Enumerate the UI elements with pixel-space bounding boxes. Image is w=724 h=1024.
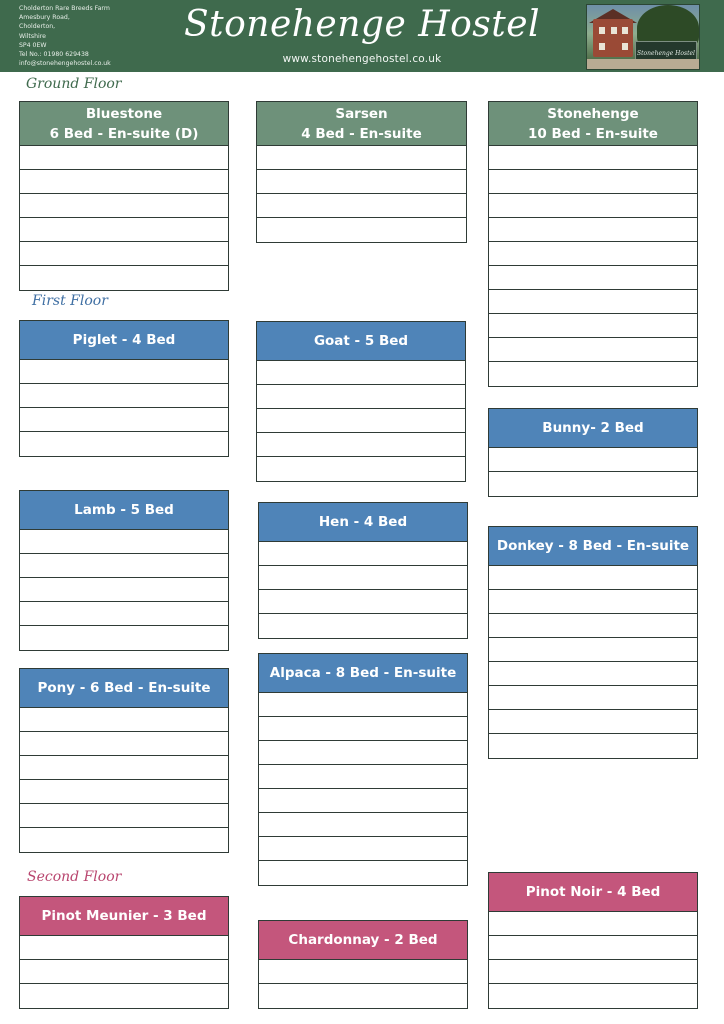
bed-row: [489, 566, 697, 590]
bed-row: [259, 542, 467, 566]
room-header: [489, 527, 697, 566]
bed-row: [20, 828, 228, 852]
room-lamb: [19, 490, 229, 651]
bed-row: [257, 361, 465, 385]
room-name: Bluestone: [85, 105, 163, 122]
bed-row: [20, 432, 228, 456]
room-name: Piglet - 4 Bed: [72, 332, 176, 348]
bed-row: [257, 146, 466, 170]
bed-row: [489, 266, 697, 290]
hostel-sign: Stonehenge Hostel: [635, 41, 697, 67]
room-name: Alpaca - 8 Bed - En-suite: [269, 665, 457, 681]
room-header: [489, 102, 697, 146]
bed-row: [259, 717, 467, 741]
address-line: Amesbury Road,: [19, 14, 70, 22]
bed-row: [489, 912, 697, 936]
page-title: Stonehenge Hostel: [183, 4, 541, 45]
bed-row: [257, 409, 465, 433]
room-name: Pony - 6 Bed - En-suite: [37, 680, 211, 696]
bed-row: [259, 984, 467, 1008]
bed-row: [489, 448, 697, 472]
bed-row: [20, 804, 228, 828]
room-header: [20, 491, 228, 530]
first-floor-label: First Floor: [32, 293, 108, 309]
bed-row: [489, 710, 697, 734]
room-name: Donkey - 8 Bed - En-suite: [496, 538, 690, 554]
room-goat: [256, 321, 466, 482]
bed-row: [259, 566, 467, 590]
address-line: SP4 0EW: [19, 41, 47, 49]
bed-row: [489, 590, 697, 614]
bed-row: [489, 314, 697, 338]
bed-row: [20, 194, 228, 218]
room-header: [259, 503, 467, 542]
bed-row: [20, 984, 228, 1008]
room-header: [259, 921, 467, 960]
bed-row: [259, 590, 467, 614]
address-line: Cholderton,: [19, 23, 56, 31]
ground-floor-label: Ground Floor: [26, 76, 122, 92]
room-header: [259, 654, 467, 693]
bed-row: [489, 638, 697, 662]
bed-row: [489, 218, 697, 242]
bed-row: [489, 662, 697, 686]
bed-row: [20, 146, 228, 170]
room-bunny: [488, 408, 698, 497]
bed-row: [489, 936, 697, 960]
room-details: 4 Bed - En-suite: [301, 125, 422, 142]
bed-row: [259, 789, 467, 813]
bed-row: [259, 614, 467, 638]
bed-row: [489, 686, 697, 710]
room-pony: [19, 668, 229, 853]
room-name: Stonehenge: [547, 105, 639, 122]
bed-row: [489, 194, 697, 218]
bed-row: [489, 960, 697, 984]
room-chardonnay: [258, 920, 468, 1009]
room-name: Hen - 4 Bed: [318, 514, 408, 530]
bed-row: [20, 578, 228, 602]
room-alpaca: [258, 653, 468, 886]
room-header: [489, 409, 697, 448]
bed-row: [20, 218, 228, 242]
room-details: 6 Bed - En-suite (D): [49, 125, 199, 142]
bed-row: [489, 290, 697, 314]
room-name: Lamb - 5 Bed: [74, 502, 174, 518]
room-name: Pinot Noir - 4 Bed: [525, 884, 661, 900]
bed-row: [257, 170, 466, 194]
bed-row: [20, 530, 228, 554]
bed-row: [257, 218, 466, 242]
bed-row: [489, 734, 697, 758]
bed-row: [20, 732, 228, 756]
bed-row: [20, 360, 228, 384]
room-header: [257, 322, 465, 361]
phone-line: Tel No.: 01980 629438: [19, 51, 89, 59]
room-piglet: [19, 320, 229, 457]
bed-row: [20, 554, 228, 578]
bed-row: [20, 242, 228, 266]
bed-row: [20, 936, 228, 960]
room-sarsen: [256, 101, 467, 243]
room-header: [20, 669, 228, 708]
bed-row: [20, 708, 228, 732]
bed-row: [20, 960, 228, 984]
website-link[interactable]: www.stonehengehostel.co.uk: [282, 53, 442, 65]
room-bluestone: [19, 101, 229, 291]
bed-row: [20, 170, 228, 194]
bed-row: [489, 614, 697, 638]
bed-row: [489, 472, 697, 496]
bed-row: [489, 338, 697, 362]
bed-row: [20, 602, 228, 626]
room-hen: [258, 502, 468, 639]
room-pinot-meunier: [19, 896, 229, 1009]
bed-row: [489, 170, 697, 194]
path-shape: [587, 59, 699, 69]
room-name: Sarsen: [335, 105, 388, 122]
room-header: [257, 102, 466, 146]
room-header: [489, 873, 697, 912]
bed-row: [20, 626, 228, 650]
second-floor-label: Second Floor: [27, 869, 122, 885]
bed-row: [257, 194, 466, 218]
bed-row: [489, 362, 697, 386]
bed-row: [257, 433, 465, 457]
bed-row: [489, 984, 697, 1008]
bed-row: [259, 741, 467, 765]
room-header: [20, 321, 228, 360]
bed-row: [20, 384, 228, 408]
room-stonehenge: [488, 101, 698, 387]
room-name: Bunny- 2 Bed: [542, 420, 644, 436]
bed-row: [20, 756, 228, 780]
address-line: Wiltshire: [19, 32, 46, 40]
bed-row: [259, 861, 467, 885]
bed-row: [259, 813, 467, 837]
room-donkey: [488, 526, 698, 759]
bed-row: [257, 457, 465, 481]
room-details: 10 Bed - En-suite: [528, 125, 658, 142]
bed-row: [259, 693, 467, 717]
bed-row: [489, 146, 697, 170]
room-pinot-noir: [488, 872, 698, 1009]
bed-row: [259, 837, 467, 861]
room-name: Chardonnay - 2 Bed: [288, 932, 438, 948]
bed-row: [20, 266, 228, 290]
header-banner: [0, 0, 724, 72]
bed-row: [20, 408, 228, 432]
hostel-photo: [586, 4, 700, 70]
bed-row: [489, 242, 697, 266]
bed-row: [259, 765, 467, 789]
house-shape: [593, 19, 633, 57]
room-header: [20, 897, 228, 936]
bed-row: [257, 385, 465, 409]
room-header: [20, 102, 228, 146]
bed-row: [259, 960, 467, 984]
email-line: info@stonehengehostel.co.uk: [19, 60, 111, 68]
bed-row: [20, 780, 228, 804]
room-name: Pinot Meunier - 3 Bed: [41, 908, 207, 924]
room-name: Goat - 5 Bed: [313, 333, 409, 349]
address-line: Cholderton Rare Breeds Farm: [19, 5, 110, 12]
